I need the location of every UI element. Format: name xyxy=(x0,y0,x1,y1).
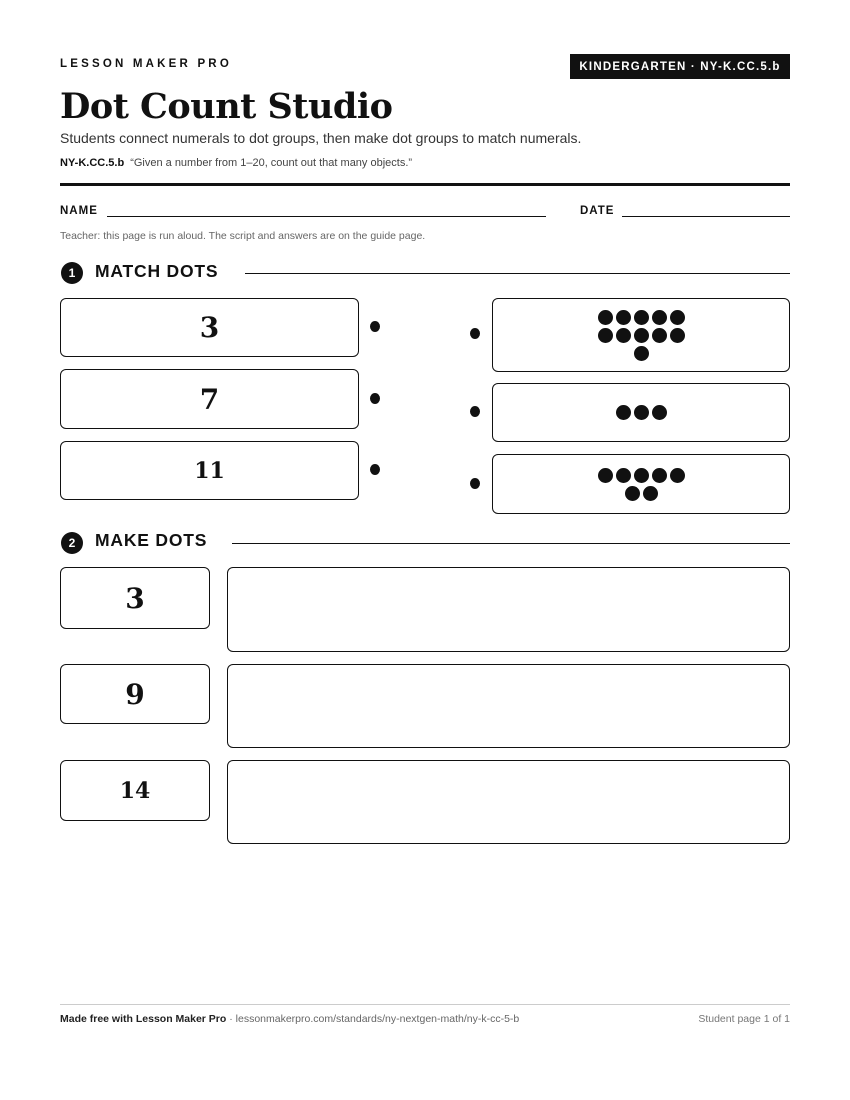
dot-row xyxy=(598,468,685,483)
name-field[interactable] xyxy=(107,216,546,217)
dot-row xyxy=(625,486,658,501)
date-label: DATE xyxy=(580,205,615,217)
connector-dot-left[interactable] xyxy=(370,393,380,404)
count-dot xyxy=(598,310,613,325)
standard-code: NY-K.CC.5.b xyxy=(60,157,125,169)
count-dot xyxy=(670,328,685,343)
match-numeral-box: 3 xyxy=(60,298,359,357)
dot-drawing-area[interactable] xyxy=(227,760,790,844)
header-divider xyxy=(60,183,790,186)
count-dot xyxy=(616,468,631,483)
date-field[interactable] xyxy=(622,216,790,217)
count-dot xyxy=(652,468,667,483)
section-2-rule xyxy=(232,543,790,544)
count-dot xyxy=(634,405,649,420)
count-dot xyxy=(670,310,685,325)
count-dot xyxy=(616,328,631,343)
connector-dot-left[interactable] xyxy=(370,321,380,332)
section-1-number: 1 xyxy=(61,262,83,284)
page-subtitle: Students connect numerals to dot groups, then make dot groups to match numerals. xyxy=(60,130,582,146)
dot-drawing-area[interactable] xyxy=(227,664,790,748)
dot-drawing-area[interactable] xyxy=(227,567,790,652)
name-label: NAME xyxy=(60,205,98,217)
make-numeral-box: 9 xyxy=(60,664,210,724)
count-dot xyxy=(634,328,649,343)
dot-group-box xyxy=(492,383,790,442)
count-dot xyxy=(634,310,649,325)
brand-name: LESSON MAKER PRO xyxy=(60,58,232,70)
make-numeral-box: 3 xyxy=(60,567,210,629)
count-dot xyxy=(643,486,658,501)
dot-row xyxy=(634,346,649,361)
count-dot xyxy=(598,468,613,483)
teacher-note: Teacher: this page is run aloud. The script and answers are on the guide page. xyxy=(60,230,426,242)
make-numeral-box: 14 xyxy=(60,760,210,821)
section-2-title: MAKE DOTS xyxy=(95,530,208,550)
footer-made-link[interactable]: Made free with Lesson Maker Pro xyxy=(60,1013,227,1025)
count-dot xyxy=(634,468,649,483)
section-1-title: MATCH DOTS xyxy=(95,261,219,281)
count-dot xyxy=(634,346,649,361)
connector-dot-right[interactable] xyxy=(470,406,480,417)
section-1-rule xyxy=(245,273,790,274)
match-numeral-box: 11 xyxy=(60,441,359,500)
footer-page-number: Student page 1 of 1 xyxy=(698,1013,790,1025)
grade-standard-badge: KINDERGARTEN · NY-K.CC.5.b xyxy=(570,54,790,79)
count-dot xyxy=(670,468,685,483)
footer-url[interactable]: · lessonmakerpro.com/standards/ny-nextgen-math/ny-k-cc-5-b xyxy=(226,1013,520,1025)
connector-dot-right[interactable] xyxy=(470,328,480,339)
footer-divider xyxy=(60,1004,790,1005)
dot-group-box xyxy=(492,298,790,372)
count-dot xyxy=(652,328,667,343)
standard-line xyxy=(60,157,412,169)
count-dot xyxy=(625,486,640,501)
count-dot xyxy=(616,405,631,420)
count-dot xyxy=(598,328,613,343)
match-numeral-box: 7 xyxy=(60,369,359,429)
section-2-number: 2 xyxy=(61,532,83,554)
count-dot xyxy=(616,310,631,325)
dot-row xyxy=(598,328,685,343)
dot-row xyxy=(598,310,685,325)
connector-dot-right[interactable] xyxy=(470,478,480,489)
count-dot xyxy=(652,310,667,325)
count-dot xyxy=(652,405,667,420)
dot-row xyxy=(616,405,667,420)
page-title: Dot Count Studio xyxy=(60,86,393,127)
connector-dot-left[interactable] xyxy=(370,464,380,475)
standard-text: “Given a number from 1–20, count out that many objects.” xyxy=(130,157,413,169)
dot-group-box xyxy=(492,454,790,514)
footer-credit xyxy=(60,1013,519,1025)
